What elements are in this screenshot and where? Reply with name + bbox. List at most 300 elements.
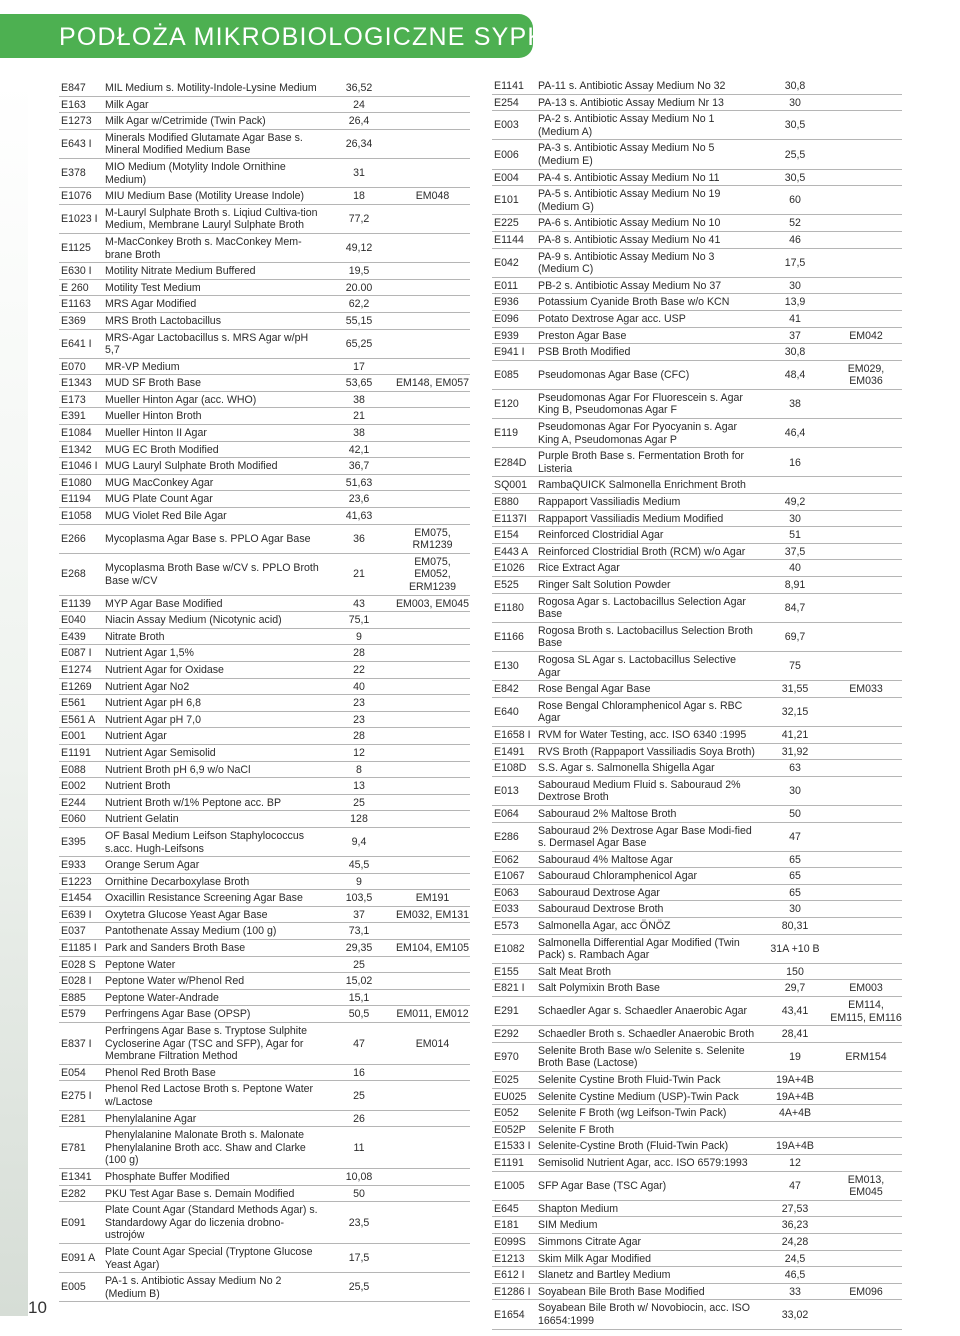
- product-ref: [830, 248, 902, 277]
- product-ref: EM191: [395, 890, 470, 907]
- product-name: Nutrient Agar: [105, 728, 323, 745]
- product-code: E1286 I: [492, 1283, 538, 1300]
- product-ref: [830, 805, 902, 822]
- product-price: 23: [323, 695, 395, 712]
- product-ref: [395, 661, 470, 678]
- product-row: [492, 963, 902, 980]
- product-name: Nutrient Agar pH 7,0: [105, 711, 323, 728]
- product-name: Peptone Water w/Phenol Red: [105, 973, 323, 990]
- product-price: 23: [323, 711, 395, 728]
- product-row: [59, 458, 470, 475]
- product-row: [492, 651, 902, 680]
- product-ref: EM011, EM012: [395, 1006, 470, 1023]
- product-ref: [830, 78, 902, 94]
- product-code: E181: [492, 1217, 538, 1234]
- product-code: E1026: [492, 560, 538, 577]
- product-price: 37: [323, 906, 395, 923]
- product-name: MUG Lauryl Sulphate Broth Modified: [105, 458, 323, 475]
- product-code: E286: [492, 822, 538, 851]
- product-ref: EM148, EM057: [395, 375, 470, 392]
- product-price: 30: [760, 94, 830, 111]
- product-price: 30,8: [760, 344, 830, 361]
- product-price: 24: [323, 96, 395, 113]
- product-row: [59, 595, 470, 612]
- product-row: [59, 1081, 470, 1110]
- product-name: RVS Broth (Rappaport Vassiliadis Soya Broth): [538, 743, 760, 760]
- product-price: 38: [323, 391, 395, 408]
- product-ref: [830, 1154, 902, 1171]
- product-ref: [830, 851, 902, 868]
- product-code: E1213: [492, 1250, 538, 1267]
- product-name: Milk Agar w/Cetrimide (Twin Pack): [105, 113, 323, 130]
- product-code: E091 A: [59, 1243, 105, 1272]
- product-ref: [395, 391, 470, 408]
- product-price: 49,2: [760, 494, 830, 511]
- product-name: Rose Bengal Agar Base: [538, 681, 760, 698]
- product-ref: [830, 1026, 902, 1043]
- product-price: 26,4: [323, 113, 395, 130]
- product-price: 52: [760, 215, 830, 232]
- product-code: E939: [492, 327, 538, 344]
- product-price: 25: [323, 1081, 395, 1110]
- product-row: [492, 805, 902, 822]
- product-row: [59, 1273, 470, 1302]
- product-row: [492, 186, 902, 215]
- product-code: E369: [59, 312, 105, 329]
- product-price: 40: [323, 678, 395, 695]
- product-price: 12: [323, 744, 395, 761]
- product-price: 41: [760, 310, 830, 327]
- product-code: E1191: [492, 1154, 538, 1171]
- product-ref: [395, 1064, 470, 1081]
- product-code: E639 I: [59, 906, 105, 923]
- product-row: [492, 918, 902, 935]
- product-name: Phenylalanine Malonate Broth s. Malonate Phenylalanine Broth acc. Shaw and Clarke (100 g): [105, 1127, 323, 1169]
- product-name: MUG Violet Red Bile Agar: [105, 508, 323, 525]
- product-name: MR-VP Medium: [105, 358, 323, 375]
- product-code: E173: [59, 391, 105, 408]
- product-name: Mycoplasma Agar Base s. PPLO Agar Base: [105, 524, 323, 553]
- product-price: 73,1: [323, 923, 395, 940]
- product-ref: EM003: [830, 980, 902, 997]
- product-price: 22: [323, 661, 395, 678]
- product-code: E064: [492, 805, 538, 822]
- product-name: Plate Count Agar Special (Tryptone Glucose Yeast Agar): [105, 1243, 323, 1272]
- product-row: [59, 645, 470, 662]
- product-code: E1191: [59, 744, 105, 761]
- product-price: 11: [323, 1127, 395, 1169]
- product-price: 31,92: [760, 743, 830, 760]
- product-price: 50: [323, 1185, 395, 1202]
- product-ref: EM096: [830, 1283, 902, 1300]
- product-code: E643 I: [59, 129, 105, 158]
- product-ref: [395, 873, 470, 890]
- product-price: 4A+4B: [760, 1105, 830, 1122]
- product-name: Mueller Hinton Agar (acc. WHO): [105, 391, 323, 408]
- product-row: [492, 1154, 902, 1171]
- product-price: 23,5: [323, 1202, 395, 1244]
- product-row: [59, 296, 470, 313]
- product-code: E1163: [59, 296, 105, 313]
- product-row: [492, 851, 902, 868]
- product-code: E225: [492, 215, 538, 232]
- product-name: Semisolid Nutrient Agar, acc. ISO 6579:1993: [538, 1154, 760, 1171]
- product-code: E1180: [492, 593, 538, 622]
- product-price: 16: [760, 448, 830, 477]
- product-ref: [395, 811, 470, 828]
- product-price: 28: [323, 645, 395, 662]
- product-price: 25,5: [760, 140, 830, 169]
- product-name: PA-6 s. Antibiotic Assay Medium No 10: [538, 215, 760, 232]
- product-code: E641 I: [59, 329, 105, 358]
- product-ref: [395, 744, 470, 761]
- product-name: Pseudomonas Agar For Pyocyanin s. Agar King A, Pseudomonas Agar P: [538, 419, 760, 448]
- product-price: 43: [323, 595, 395, 612]
- product-code: E091: [59, 1202, 105, 1244]
- product-name: Rogosa Broth s. Lactobacillus Selection Broth Base: [538, 622, 760, 651]
- product-row: [492, 726, 902, 743]
- product-code: E130: [492, 651, 538, 680]
- product-code: E052: [492, 1105, 538, 1122]
- product-price: 36,7: [323, 458, 395, 475]
- product-ref: [830, 231, 902, 248]
- product-name: MUG Plate Count Agar: [105, 491, 323, 508]
- product-ref: [830, 593, 902, 622]
- product-row: [59, 761, 470, 778]
- product-name: Oxacillin Resistance Screening Agar Base: [105, 890, 323, 907]
- product-price: 43,41: [760, 997, 830, 1026]
- product-row: [59, 441, 470, 458]
- product-name: Mueller Hinton II Agar: [105, 425, 323, 442]
- product-code: E1141: [492, 78, 538, 94]
- product-price: 21: [323, 553, 395, 595]
- product-code: E1454: [59, 890, 105, 907]
- product-row: [492, 760, 902, 777]
- product-ref: [395, 645, 470, 662]
- product-ref: [395, 1081, 470, 1110]
- product-name: Rogosa SL Agar s. Lactobacillus Selective Agar: [538, 651, 760, 680]
- product-ref: [830, 140, 902, 169]
- product-price: 30: [760, 277, 830, 294]
- product-row: [492, 560, 902, 577]
- product-ref: [395, 158, 470, 187]
- product-ref: [830, 622, 902, 651]
- product-row: [59, 233, 470, 262]
- product-ref: [830, 510, 902, 527]
- product-ref: [830, 111, 902, 140]
- product-ref: [830, 1250, 902, 1267]
- product-price: 36: [323, 524, 395, 553]
- product-price: 17,5: [760, 248, 830, 277]
- product-code: E291: [492, 997, 538, 1026]
- product-row: [492, 294, 902, 311]
- product-ref: [830, 94, 902, 111]
- product-ref: [830, 448, 902, 477]
- product-ref: [395, 1243, 470, 1272]
- product-ref: [830, 697, 902, 726]
- product-price: 30,5: [760, 111, 830, 140]
- product-code: E640: [492, 697, 538, 726]
- product-name: MRS-Agar Lactobacillus s. MRS Agar w/pH 5,7: [105, 329, 323, 358]
- product-row: [492, 1171, 902, 1200]
- product-code: E087 I: [59, 645, 105, 662]
- product-price: 19A+4B: [760, 1072, 830, 1089]
- product-price: 27,53: [760, 1200, 830, 1217]
- product-row: [492, 697, 902, 726]
- product-row: [492, 344, 902, 361]
- product-name: Peptone Water-Andrade: [105, 989, 323, 1006]
- product-row: [59, 940, 470, 957]
- product-row: [492, 277, 902, 294]
- product-code: E933: [59, 857, 105, 874]
- catalog-table-left: [59, 80, 470, 1302]
- product-ref: [395, 794, 470, 811]
- product-code: E1058: [59, 508, 105, 525]
- product-name: Sabouraud Dextrose Broth: [538, 901, 760, 918]
- product-name: Phosphate Buffer Modified: [105, 1168, 323, 1185]
- product-price: 16: [323, 1064, 395, 1081]
- product-ref: EM033: [830, 681, 902, 698]
- product-row: [492, 327, 902, 344]
- product-row: [59, 474, 470, 491]
- product-row: [492, 622, 902, 651]
- product-row: [59, 113, 470, 130]
- product-ref: [830, 1072, 902, 1089]
- product-row: [492, 494, 902, 511]
- product-ref: [830, 186, 902, 215]
- product-name: S.S. Agar s. Salmonella Shigella Agar: [538, 760, 760, 777]
- product-code: E561: [59, 695, 105, 712]
- product-code: E244: [59, 794, 105, 811]
- product-name: Purple Broth Base s. Fermentation Broth for Listeria: [538, 448, 760, 477]
- product-code: E525: [492, 577, 538, 594]
- product-price: 21: [323, 408, 395, 425]
- product-row: [492, 1105, 902, 1122]
- product-ref: [395, 408, 470, 425]
- product-price: 28: [323, 728, 395, 745]
- product-price: 25,5: [323, 1273, 395, 1302]
- product-name: Nutrient Agar pH 6,8: [105, 695, 323, 712]
- product-price: 18: [323, 188, 395, 205]
- product-price: 31A +10 B: [760, 934, 830, 963]
- product-row: [59, 661, 470, 678]
- product-price: 75,1: [323, 612, 395, 629]
- product-ref: [830, 1267, 902, 1284]
- product-row: [59, 375, 470, 392]
- product-ref: [395, 695, 470, 712]
- product-name: MIU Medium Base (Motility Urease Indole): [105, 188, 323, 205]
- product-row: [59, 329, 470, 358]
- product-price: 26,34: [323, 129, 395, 158]
- product-code: E561 A: [59, 711, 105, 728]
- product-ref: EM104, EM105: [395, 940, 470, 957]
- product-code: SQ001: [492, 477, 538, 494]
- product-name: Perfringens Agar Base s. Tryptose Sulphite Cycloserine Agar (TSC and SFP), Agar for Membrane Filtration Method: [105, 1023, 323, 1065]
- product-price: 47: [323, 1023, 395, 1065]
- product-ref: [830, 934, 902, 963]
- product-code: E 260: [59, 279, 105, 296]
- product-ref: [830, 1300, 902, 1329]
- product-code: E1341: [59, 1168, 105, 1185]
- product-row: [59, 204, 470, 233]
- product-ref: [830, 494, 902, 511]
- product-name: PKU Test Agar Base s. Demain Modified: [105, 1185, 323, 1202]
- product-name: Soyabean Bile Broth w/ Novobiocin, acc. ISO 16654:1999: [538, 1300, 760, 1329]
- product-ref: [395, 96, 470, 113]
- product-price: 9,4: [323, 827, 395, 856]
- product-price: 48,4: [760, 360, 830, 389]
- product-row: [492, 1088, 902, 1105]
- product-price: 19: [760, 1042, 830, 1071]
- product-ref: [830, 1200, 902, 1217]
- product-row: [59, 80, 470, 96]
- product-name: PA-4 s. Antibiotic Assay Medium No 11: [538, 169, 760, 186]
- product-name: MRS Broth Lactobacillus: [105, 312, 323, 329]
- product-price: 53,65: [323, 375, 395, 392]
- product-code: E378: [59, 158, 105, 187]
- product-row: [492, 868, 902, 885]
- product-row: [59, 794, 470, 811]
- product-name: Shapton Medium: [538, 1200, 760, 1217]
- product-price: 50,5: [323, 1006, 395, 1023]
- product-code: E1533 I: [492, 1138, 538, 1155]
- product-ref: [830, 884, 902, 901]
- product-ref: [830, 776, 902, 805]
- product-ref: [830, 1105, 902, 1122]
- product-price: 37,5: [760, 543, 830, 560]
- product-code: E040: [59, 612, 105, 629]
- product-ref: [395, 441, 470, 458]
- product-row: [59, 1006, 470, 1023]
- product-price: 63: [760, 760, 830, 777]
- product-row: [492, 477, 902, 494]
- product-price: 17,5: [323, 1243, 395, 1272]
- product-code: E573: [492, 918, 538, 935]
- product-price: 8,91: [760, 577, 830, 594]
- product-name: Salmonella Agar, acc ÖNÖZ: [538, 918, 760, 935]
- product-code: E070: [59, 358, 105, 375]
- product-code: E1166: [492, 622, 538, 651]
- product-code: E062: [492, 851, 538, 868]
- product-row: [59, 1064, 470, 1081]
- product-row: [492, 389, 902, 418]
- product-name: Milk Agar: [105, 96, 323, 113]
- product-row: [492, 1283, 902, 1300]
- product-ref: EM048: [395, 188, 470, 205]
- product-code: E011: [492, 277, 538, 294]
- product-code: E006: [492, 140, 538, 169]
- product-code: E282: [59, 1185, 105, 1202]
- product-price: 37: [760, 327, 830, 344]
- product-price: 33: [760, 1283, 830, 1300]
- product-code: E284D: [492, 448, 538, 477]
- product-name: Soyabean Bile Broth Base Modified: [538, 1283, 760, 1300]
- product-code: E579: [59, 1006, 105, 1023]
- product-name: MUG EC Broth Modified: [105, 441, 323, 458]
- product-name: Pseudomonas Agar For Fluorescein s. Agar King B, Pseudomonas Agar F: [538, 389, 760, 418]
- product-name: M-MacConkey Broth s. MacConkey Mem-brane Broth: [105, 233, 323, 262]
- side-gradient-strip: [0, 80, 28, 1316]
- product-code: E1273: [59, 113, 105, 130]
- product-name: Nutrient Broth w/1% Peptone acc. BP: [105, 794, 323, 811]
- product-name: Phenylalanine Agar: [105, 1110, 323, 1127]
- product-name: Selenite Cystine Medium (USP)-Twin Pack: [538, 1088, 760, 1105]
- product-name: Reinforced Clostridial Agar: [538, 527, 760, 544]
- product-ref: [830, 344, 902, 361]
- product-price: 103,5: [323, 890, 395, 907]
- product-price: 24,5: [760, 1250, 830, 1267]
- product-price: 13: [323, 778, 395, 795]
- product-row: [59, 695, 470, 712]
- product-row: [492, 1138, 902, 1155]
- product-row: [492, 1121, 902, 1138]
- product-row: [59, 906, 470, 923]
- product-price: 31,55: [760, 681, 830, 698]
- product-name: Rice Extract Agar: [538, 560, 760, 577]
- product-price: 38: [760, 389, 830, 418]
- product-price: 65: [760, 851, 830, 868]
- product-ref: EM042: [830, 327, 902, 344]
- product-name: Mycoplasma Broth Base w/CV s. PPLO Broth Base w/CV: [105, 553, 323, 595]
- product-ref: [830, 169, 902, 186]
- product-row: [59, 96, 470, 113]
- product-price: 12: [760, 1154, 830, 1171]
- product-name: PA-9 s. Antibiotic Assay Medium No 3 (Medium C): [538, 248, 760, 277]
- product-ref: [395, 233, 470, 262]
- product-name: MIL Medium s. Motility-Indole-Lysine Medium: [105, 80, 323, 96]
- product-ref: [830, 389, 902, 418]
- product-row: [59, 312, 470, 329]
- product-code: E108D: [492, 760, 538, 777]
- product-name: Reinforced Clostridial Broth (RCM) w/o Agar: [538, 543, 760, 560]
- product-row: [59, 1168, 470, 1185]
- product-price: 69,7: [760, 622, 830, 651]
- product-code: E292: [492, 1026, 538, 1043]
- product-price: 36,52: [323, 80, 395, 96]
- product-ref: [395, 857, 470, 874]
- product-price: 65: [760, 884, 830, 901]
- product-code: E254: [492, 94, 538, 111]
- product-row: [59, 1110, 470, 1127]
- product-name: Park and Sanders Broth Base: [105, 940, 323, 957]
- product-name: Salt Polymixin Broth Base: [538, 980, 760, 997]
- product-row: [492, 1267, 902, 1284]
- product-ref: [830, 294, 902, 311]
- product-name: Skim Milk Agar Modified: [538, 1250, 760, 1267]
- product-name: Nutrient Agar 1,5%: [105, 645, 323, 662]
- product-price: 13,9: [760, 294, 830, 311]
- product-row: [59, 778, 470, 795]
- product-price: 29,7: [760, 980, 830, 997]
- product-row: [492, 215, 902, 232]
- product-code: E001: [59, 728, 105, 745]
- product-price: 19A+4B: [760, 1138, 830, 1155]
- product-ref: [395, 263, 470, 280]
- product-row: [59, 158, 470, 187]
- product-row: [59, 728, 470, 745]
- product-ref: EM075, EM052, ERM1239: [395, 553, 470, 595]
- product-name: Plate Count Agar (Standard Methods Agar) s. Standardowy Agar do liczenia drobno-ustrojów: [105, 1202, 323, 1244]
- product-code: E063: [492, 884, 538, 901]
- product-price: 9: [323, 628, 395, 645]
- product-price: 46,5: [760, 1267, 830, 1284]
- product-code: E004: [492, 169, 538, 186]
- product-ref: [395, 204, 470, 233]
- product-code: E054: [59, 1064, 105, 1081]
- product-code: E1223: [59, 873, 105, 890]
- product-name: Ornithine Decarboxylase Broth: [105, 873, 323, 890]
- product-code: E003: [492, 111, 538, 140]
